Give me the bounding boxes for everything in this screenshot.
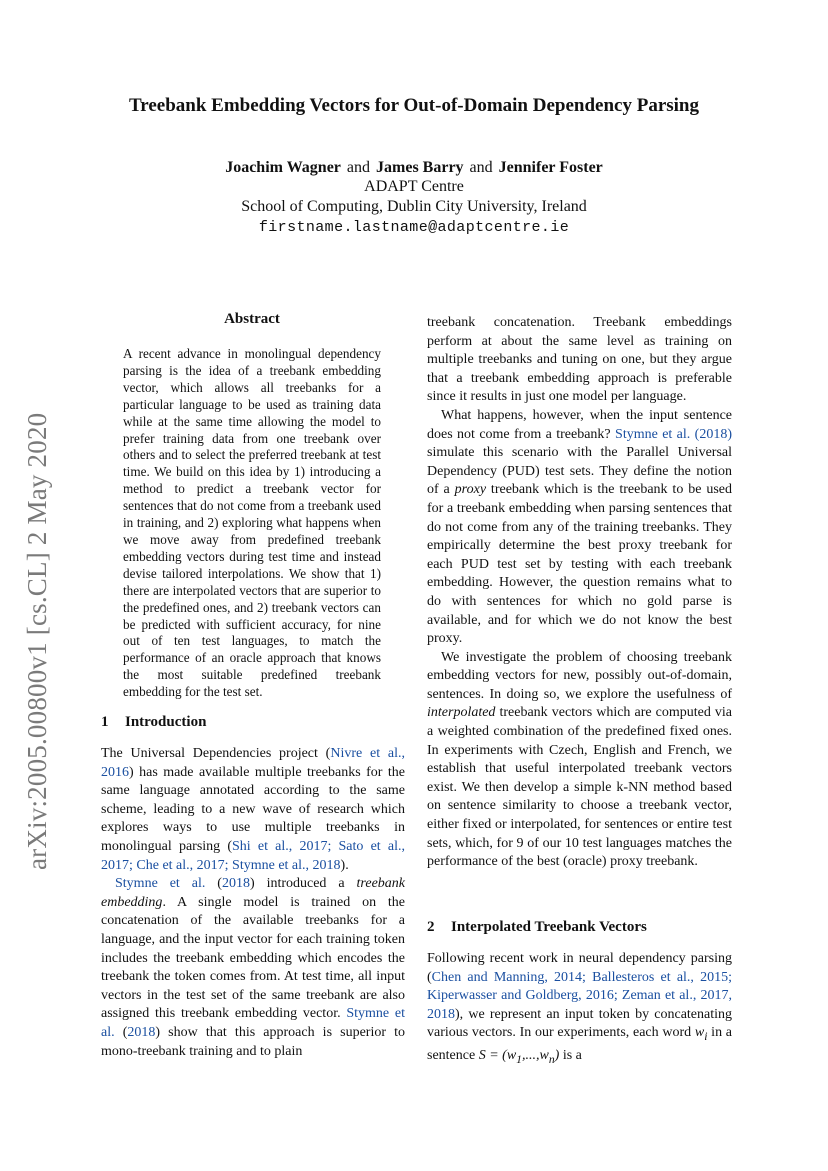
text-run: treebank vectors which are computed via a weighted combination of the predefined fixed ones. In experiments with Czech, English and French, we establish that useful interpolated treebank vectors exist. We then develop a simple k-NN method based on sentence similarity to choose a treebank vector, either fixed or interpolated, for sentences or entire test sets, which, for 9 of our 10 test languages matches the performance of the best (oracle) proxy treebank.	[427, 705, 732, 870]
author-email: firstname.lastname@adaptcentre.ie	[258, 219, 570, 236]
emphasis: interpolated	[427, 705, 496, 721]
citation-link[interactable]: Nivre et al., 2016	[101, 746, 405, 780]
intro-paragraph-5	[427, 649, 732, 872]
intro-paragraph-2	[101, 875, 405, 1061]
intro-paragraph-4	[427, 407, 732, 649]
citation-link[interactable]: Stymne et al.	[101, 1006, 405, 1040]
text-run: ).	[340, 857, 349, 873]
emphasis: treebank embedding	[101, 876, 405, 910]
section2-paragraph-1	[427, 950, 732, 1069]
citation-link[interactable]: 2018	[221, 876, 250, 892]
text-run: Following recent work in neural dependency parsing (	[427, 951, 732, 985]
citation-link[interactable]: Chen and Manning, 2014; Ballesteros et al., 2015; Kiperwasser and Goldberg, 2016; Zeman et al., 2017, 2018	[427, 969, 732, 1022]
math-symbol: w	[694, 1025, 705, 1041]
abstract-text: A recent advance in monolingual dependency parsing is the idea of a treebank embedding vector, which allows all treebanks for a particular language to be used as training data while at the same time allowing the model to prefer training data from one treebank over others and to select the preferred treebank at test time. We build on this idea by 1) introducing a method to predict a treebank vector for sentences that do not come from a treebank used in training, and 2) exploring what happens when we move away from predefined treebank embedding vectors during test time and instead devise tailored interpolations. We show that 1) there are interpolated vectors that are superior to the predefined ones, and 2) treebank vectors can be predicted with sufficient accuracy, for nine out of ten test languages, to match the performance of an oracle approach that knows the most suitable predefined treebank embedding for the test set.	[123, 346, 381, 700]
text-run: simulate this scenario with the Parallel Universal Dependency (PUD) test sets. They define the notion of a	[427, 445, 732, 498]
section-title: Introduction	[125, 714, 207, 730]
emphasis: proxy	[454, 482, 487, 498]
text-run: What happens, however, when the input sentence does not come from a treebank?	[427, 407, 732, 442]
text-run: ) introduced a	[249, 876, 357, 892]
section-heading-interpolated	[427, 919, 647, 936]
text-run: . A single model is trained on the concatenation of the available treebanks for a language, and the input vector for each training token includes the treebank embedding which encodes the treebank the token comes from. At test time, all input vectors in the test set of the same treebank are also assigned this treebank embedding vector.	[101, 894, 405, 1022]
left-column-body	[101, 745, 405, 1061]
intro-paragraph-1	[101, 745, 405, 875]
text-run: (	[114, 1024, 128, 1040]
text-run: is a	[559, 1047, 582, 1063]
section-heading-introduction	[101, 714, 206, 731]
affiliation: ADAPT Centre	[364, 178, 464, 195]
citation-link[interactable]: Stymne et al.	[115, 876, 206, 892]
section-number: 2	[427, 919, 435, 935]
text-run: in a sentence	[427, 1025, 732, 1063]
math-variable	[694, 1025, 708, 1044]
intro-paragraph-3: treebank concatenation. Treebank embeddings perform at about the same level as training on multiple treebanks and tuning on one, but they argue that a treebank embedding approach is preferable since it results in just one model per language.	[427, 315, 732, 405]
text-run: ) show that this approach is superior to mono-treebank training and to plain	[101, 1024, 405, 1059]
author-name: James Barry	[376, 159, 464, 176]
math-symbol: S = (w	[478, 1047, 517, 1063]
citation-link[interactable]: 2018	[127, 1024, 156, 1040]
citation-link[interactable]: Stymne et al. (2018)	[615, 426, 732, 442]
author-separator: and	[469, 159, 493, 176]
section-number: 1	[101, 714, 109, 730]
abstract-heading: Abstract	[224, 311, 280, 327]
text-run: ), we represent an input token by concatenating various vectors. In our experiments, each word	[427, 1006, 732, 1041]
right-column-body	[427, 314, 732, 872]
math-symbol: )	[554, 1047, 560, 1063]
text-run: We investigate the problem of choosing treebank embedding vectors for new, possibly out-of-domain, sentences. In doing so, we explore the usefulness of	[427, 649, 732, 702]
math-subscript: i	[704, 1030, 708, 1044]
section-title: Interpolated Treebank Vectors	[451, 919, 647, 935]
text-run: The Universal Dependencies project (	[101, 746, 331, 761]
math-subscript: n	[548, 1052, 555, 1066]
citation-link[interactable]: Shi et al., 2017; Sato et al., 2017; Che et al., 2017; Stymne et al., 2018	[101, 838, 405, 873]
section2-body	[427, 950, 732, 1069]
math-symbol: ,...,w	[521, 1047, 549, 1063]
author-name: Jennifer Foster	[498, 159, 603, 176]
author-line	[0, 158, 828, 178]
institution: School of Computing, Dublin City University, Ireland	[241, 198, 587, 215]
author-name: Joachim Wagner	[225, 159, 341, 176]
author-separator: and	[346, 159, 371, 176]
text-run: treebank which is the treebank to be used for a treebank embedding when parsing sentences that do not come from any of the training treebanks. They empirically determine the best proxy treebank for each PUD test set by testing with each treebank embedding. However, the question remains what to do with sentences for which no gold parse is available, and for which we do not know the best proxy.	[427, 482, 732, 647]
math-subscript: 1	[516, 1052, 522, 1066]
text-run: (	[205, 876, 222, 892]
math-expression	[478, 1047, 560, 1066]
arxiv-identifier-stamp: arXiv:2005.00800v1 [cs.CL] 2 May 2020	[22, 412, 52, 870]
text-run: ) has made available multiple treebanks for the same language annotated according to the same scheme, leading to a new wave of research which explores ways to use multiple treebanks in monolingual parsing (	[101, 764, 405, 854]
paper-title: Treebank Embedding Vectors for Out-of-Domain Dependency Parsing	[128, 95, 700, 116]
